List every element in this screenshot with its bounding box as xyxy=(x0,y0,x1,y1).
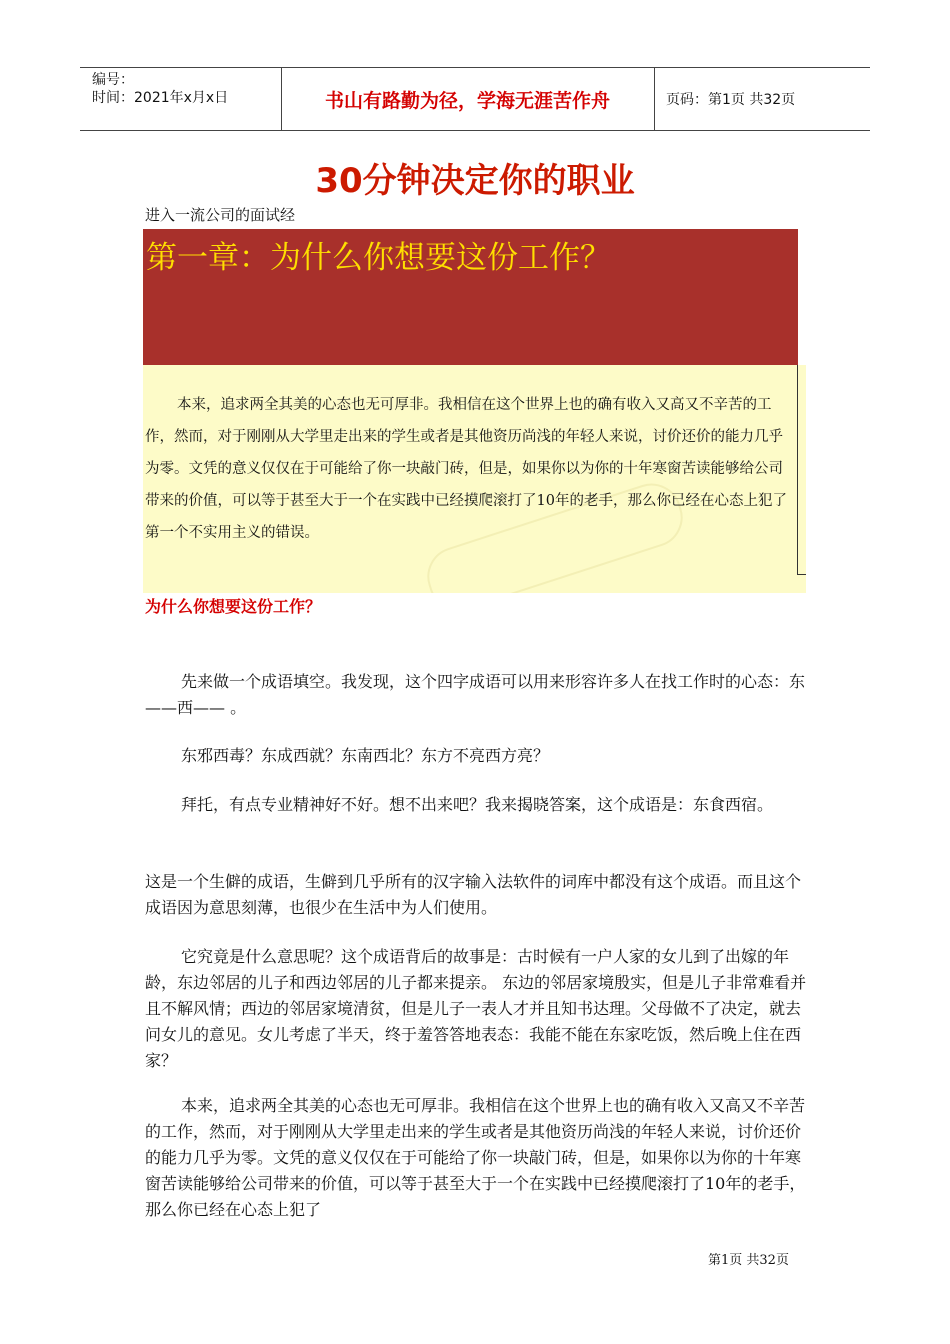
document-subtitle: 进入一流公司的面试经 xyxy=(145,206,296,224)
page-header xyxy=(80,67,870,131)
chapter-intro-box xyxy=(143,365,806,593)
body-paragraph: 本来，追求两全其美的心态也无可厚非。我相信在这个世界上也的确有收入又高又不辛苦的工作，然而，对于刚刚从大学里走出来的学生或者是其他资历尚浅的年轻人来说，讨价还价的能力几乎为零。文凭的意义仅仅在于可能给了你一块敲门砖，但是，如果你以为你的十年寒窗苦读能够给公司带来的价值，可以等于甚至大于一个在实践中已经摸爬滚打了10年的老手，那么你已经在心态上犯了 xyxy=(145,1096,806,1219)
box-border xyxy=(797,574,806,575)
chapter-heading: 第一章：为什么你想要这份工作？ xyxy=(146,240,611,276)
page-footer: 第1页 共32页 xyxy=(708,1253,789,1268)
chapter-banner xyxy=(143,229,798,365)
box-border xyxy=(797,365,798,575)
header-meta xyxy=(92,71,228,107)
body-paragraph: 先来做一个成语填空。我发现，这个四字成语可以用来形容许多人在找工作时的心态：东——西—— 。 xyxy=(145,672,806,717)
body-paragraph: 这是一个生僻的成语，生僻到几乎所有的汉字输入法软件的词库中都没有这个成语。而且这个成语因为意思刻薄，也很少在生活中为人们使用。 xyxy=(145,872,802,917)
header-divider xyxy=(654,68,655,130)
header-motto: 书山有路勤为径，学海无涯苦作舟 xyxy=(324,89,610,112)
time-label: 时间：2021年x月x日 xyxy=(92,90,229,106)
section-heading: 为什么你想要这份工作？ xyxy=(145,597,322,616)
number-label: 编号： xyxy=(92,72,134,88)
body-paragraph: 拜托，有点专业精神好不好。想不出来吧？我来揭晓答案，这个成语是：东食西宿。 xyxy=(181,795,774,814)
header-page-label: 页码：第1页 共32页 xyxy=(666,92,796,108)
document-title: 30分钟决定你的职业 xyxy=(315,161,635,201)
body-paragraph: 东邪西毒？东成西就？东南西北？东方不亮西方亮？ xyxy=(181,746,550,765)
body-paragraph: 它究竟是什么意思呢？这个成语背后的故事是：古时候有一户人家的女儿到了出嫁的年龄，东边邻居的儿子和西边邻居的儿子都来提亲。 东边的邻居家境殷实，但是儿子非常难看并且不解风情；西边的邻居家境清贫，但是儿子一表人才并且知书达理。父母做不了决定，就去问女儿的意见。女儿考虑了半天，终于羞答答地表态：我能不能在东家吃饭，然后晚上住在西家？ xyxy=(145,947,807,1070)
chapter-intro-text: 本来，追求两全其美的心态也无可厚非。我相信在这个世界上也的确有收入又高又不辛苦的工作，然而，对于刚刚从大学里走出来的学生或者是其他资历尚浅的年轻人来说，讨价还价的能力几乎为零。文凭的意义仅仅在于可能给了你一块敲门砖，但是，如果你以为你的十年寒窗苦读能够给公司带来的价值，可以等于甚至大于一个在实践中已经摸爬滚打了10年的老手，那么你已经在心态上犯了第一个不实用主义的错误。 xyxy=(145,397,787,541)
